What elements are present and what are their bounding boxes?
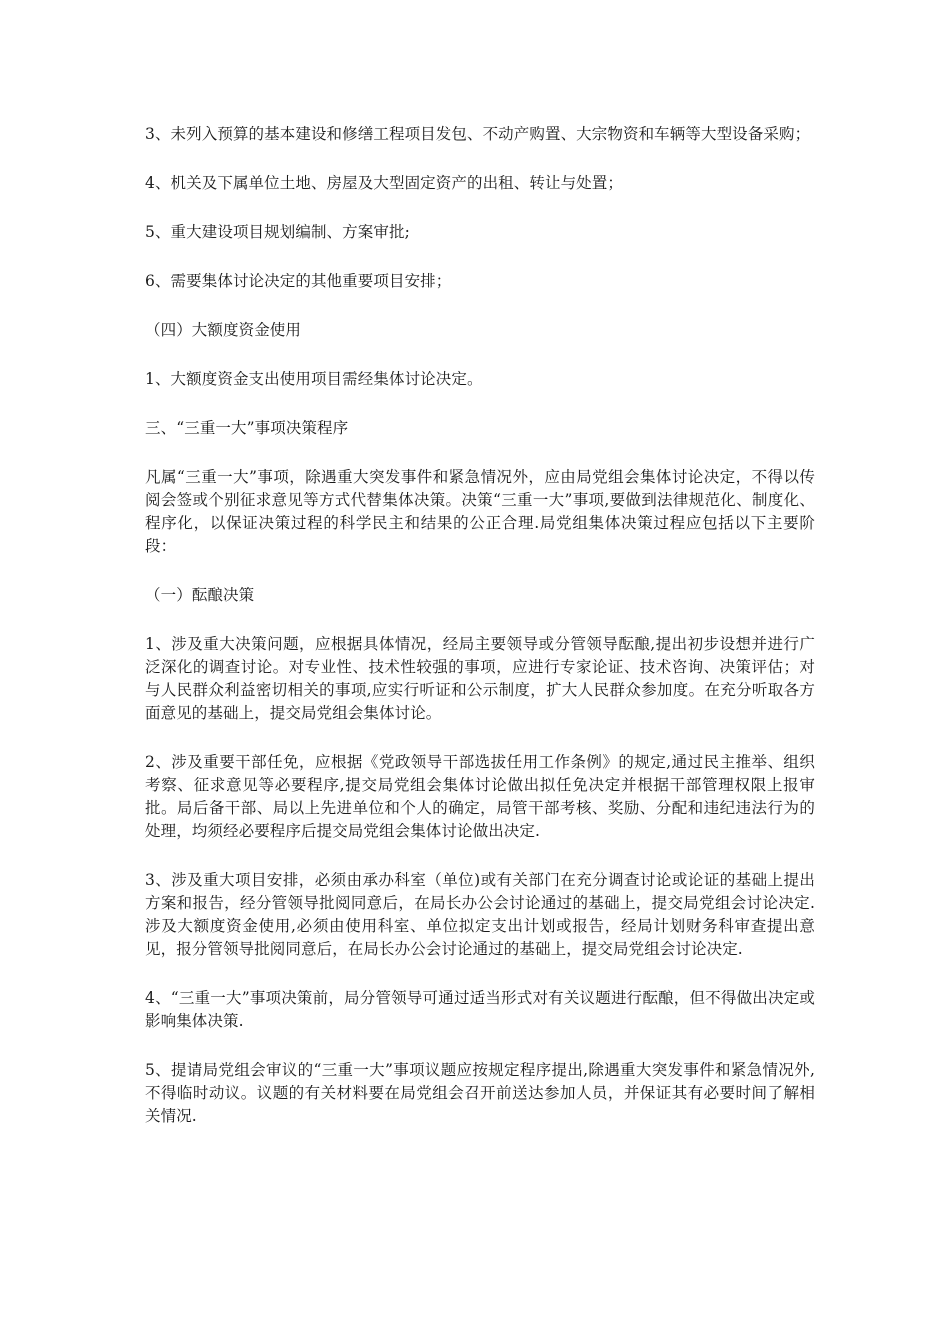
paragraph-deliberation-5: 5、提请局党组会审议的“三重一大”事项议题应按规定程序提出,除遇重大突发事件和紧急情况外,不得临时动议。议题的有关材料要在局党组会召开前送达参加人员，并保证其有必要时间了解相关情况. <box>145 1061 815 1125</box>
paragraph-procedure-intro: 凡属“三重一大”事项，除遇重大突发事件和紧急情况外，应由局党组会集体讨论决定，不得以传阅会签或个别征求意见等方式代替集体决策。决策“三重一大”事项,要做到法律规范化、制度化、程序化，以保证决策过程的科学民主和结果的公正合理.局党组集体决策过程应包括以下主要阶段： <box>145 468 815 555</box>
document-body <box>145 123 815 1154</box>
paragraph-deliberation-4: 4、“三重一大”事项决策前，局分管领导可通过适当形式对有关议题进行酝酿，但不得做出决定或影响集体决策. <box>145 989 815 1030</box>
paragraph-deliberation-2: 2、涉及重要干部任免，应根据《党政领导干部选拔任用工作条例》的规定,通过民主推举、组织考察、征求意见等必要程序,提交局党组会集体讨论做出拟任免决定并根据干部管理权限上报审批。局后备干部、局以上先进单位和个人的确定，局管干部考核、奖励、分配和违纪违法行为的处理，均须经必要程序后提交局党组会集体讨论做出决定. <box>145 753 815 840</box>
paragraph-funds-1: 1、大额度资金支出使用项目需经集体讨论决定。 <box>145 370 483 388</box>
paragraph-item-6-other: 6、需要集体讨论决定的其他重要项目安排； <box>145 272 452 290</box>
paragraph-deliberation-3: 3、涉及重大项目安排，必须由承办科室（单位)或有关部门在充分调查讨论或论证的基础上提出方案和报告，经分管领导批阅同意后，在局长办公会讨论通过的基础上，提交局党组会讨论决定.涉及大额度资金使用,必须由使用科室、单位拟定支出计划或报告，经局计划财务科审查提出意见，报分管领导批阅同意后，在局长办公会讨论通过的基础上，提交局党组会讨论决定. <box>145 871 815 958</box>
paragraph-deliberation-1: 1、涉及重大决策问题，应根据具体情况，经局主要领导或分管领导酝酿,提出初步设想并进行广泛深化的调查讨论。对专业性、技术性较强的事项，应进行专家论证、技术咨询、决策评估；对与人民群众利益密切相关的事项,应实行听证和公示制度，扩大人民群众参加度。在充分听取各方面意见的基础上，提交局党组会集体讨论。 <box>145 635 815 722</box>
section-heading-funds: （四）大额度资金使用 <box>145 321 302 339</box>
paragraph-item-5-planning: 5、重大建设项目规划编制、方案审批; <box>145 223 410 241</box>
paragraph-item-4-assets: 4、机关及下属单位土地、房屋及大型固定资产的出租、转让与处置； <box>145 174 623 192</box>
paragraph-item-3-procurement: 3、未列入预算的基本建设和修缮工程项目发包、不动产购置、大宗物资和车辆等大型设备采购； <box>145 125 811 143</box>
section-heading-procedure: 三、“三重一大”事项决策程序 <box>145 419 349 437</box>
section-heading-deliberation: （一）酝酿决策 <box>145 586 255 604</box>
